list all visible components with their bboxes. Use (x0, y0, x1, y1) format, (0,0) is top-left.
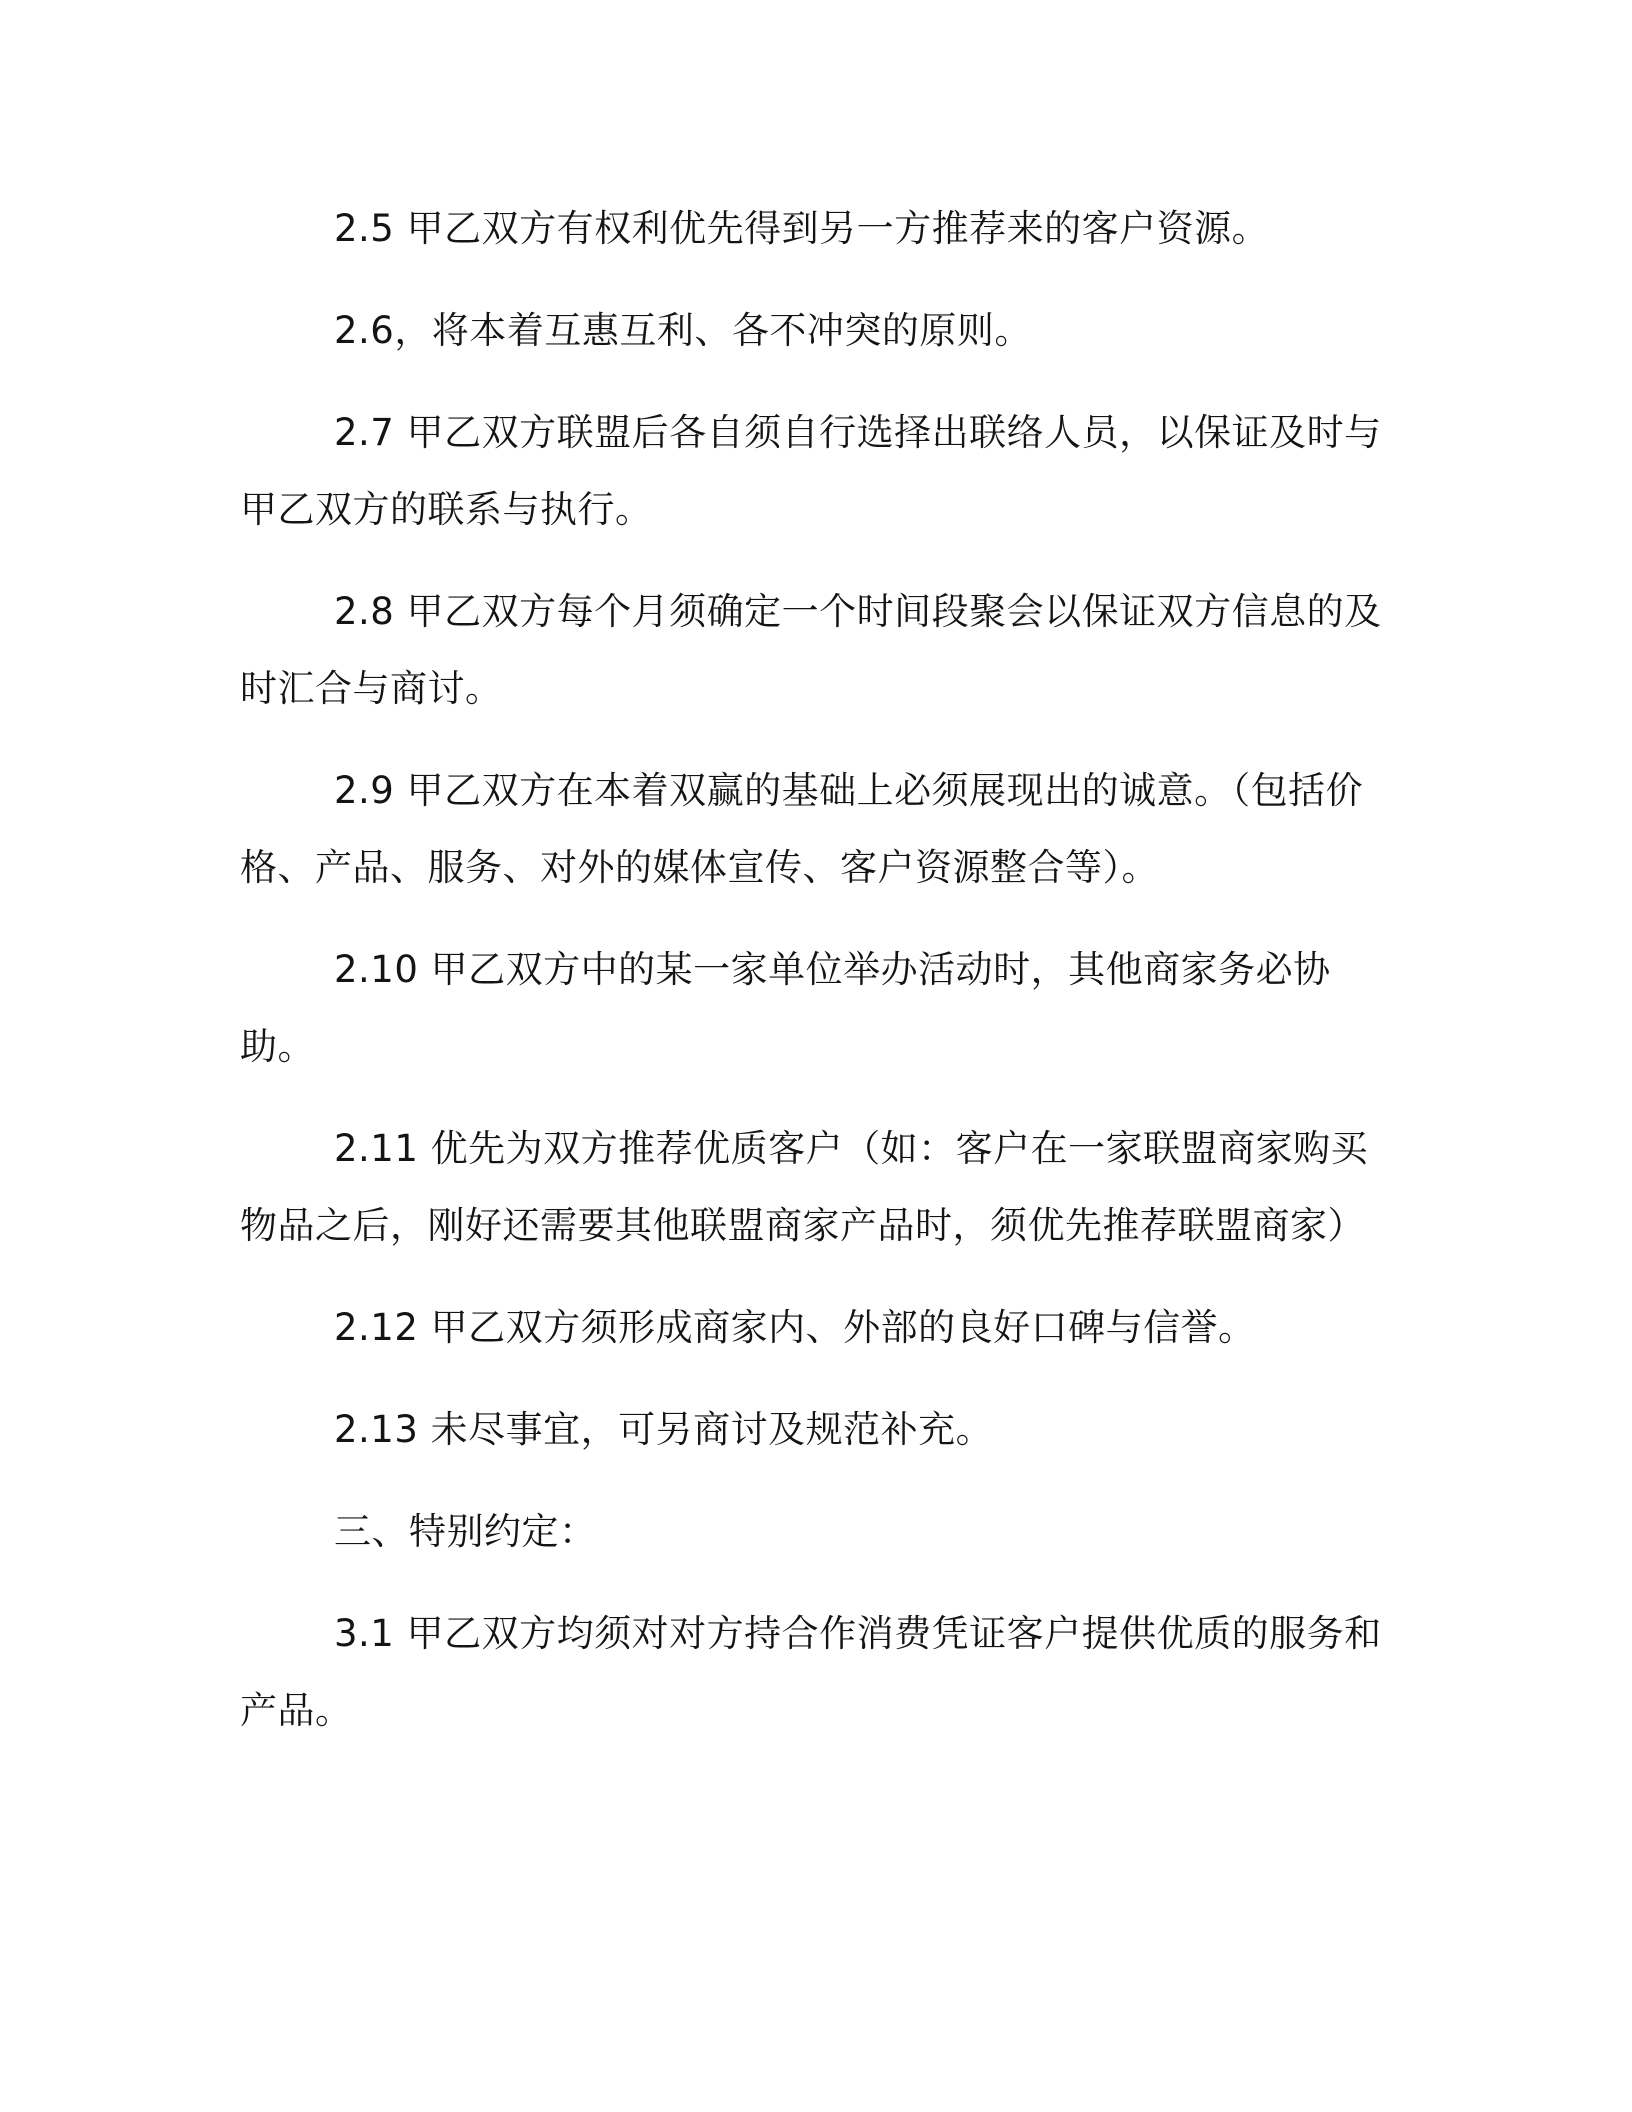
clause-2-7: 2.7 甲乙双方联盟后各自须自行选择出联络人员，以保证及时与甲乙双方的联系与执行。 (240, 411, 1382, 531)
clause-2-5: 2.5 甲乙双方有权利优先得到另一方推荐来的客户资源。 (334, 207, 1270, 250)
clause-2-8: 2.8 甲乙双方每个月须确定一个时间段聚会以保证双方信息的及时汇合与商讨。 (240, 590, 1382, 710)
section-heading-special-terms: 三、特别约定： (334, 1510, 597, 1553)
clause-3-1: 3.1 甲乙双方均须对对方持合作消费凭证客户提供优质的服务和产品。 (240, 1612, 1382, 1732)
clause-2-10: 2.10 甲乙双方中的某一家单位举办活动时，其他商家务必协助。 (240, 948, 1331, 1068)
clause-2-11: 2.11 优先为双方推荐优质客户（如：客户在一家联盟商家购买物品之后，刚好还需要其他联盟商家产品时，须优先推荐联盟商家） (240, 1127, 1369, 1247)
clause-2-9: 2.9 甲乙双方在本着双赢的基础上必须展现出的诚意。（包括价格、产品、服务、对外的媒体宣传、客户资源整合等）。 (240, 769, 1364, 889)
clause-2-6: 2.6，将本着互惠互利、各不冲突的原则。 (334, 309, 1032, 352)
clause-2-12: 2.12 甲乙双方须形成商家内、外部的良好口碑与信誉。 (334, 1306, 1256, 1349)
document-body (240, 190, 1392, 1774)
clause-2-13: 2.13 未尽事宜，可另商讨及规范补充。 (334, 1408, 994, 1451)
